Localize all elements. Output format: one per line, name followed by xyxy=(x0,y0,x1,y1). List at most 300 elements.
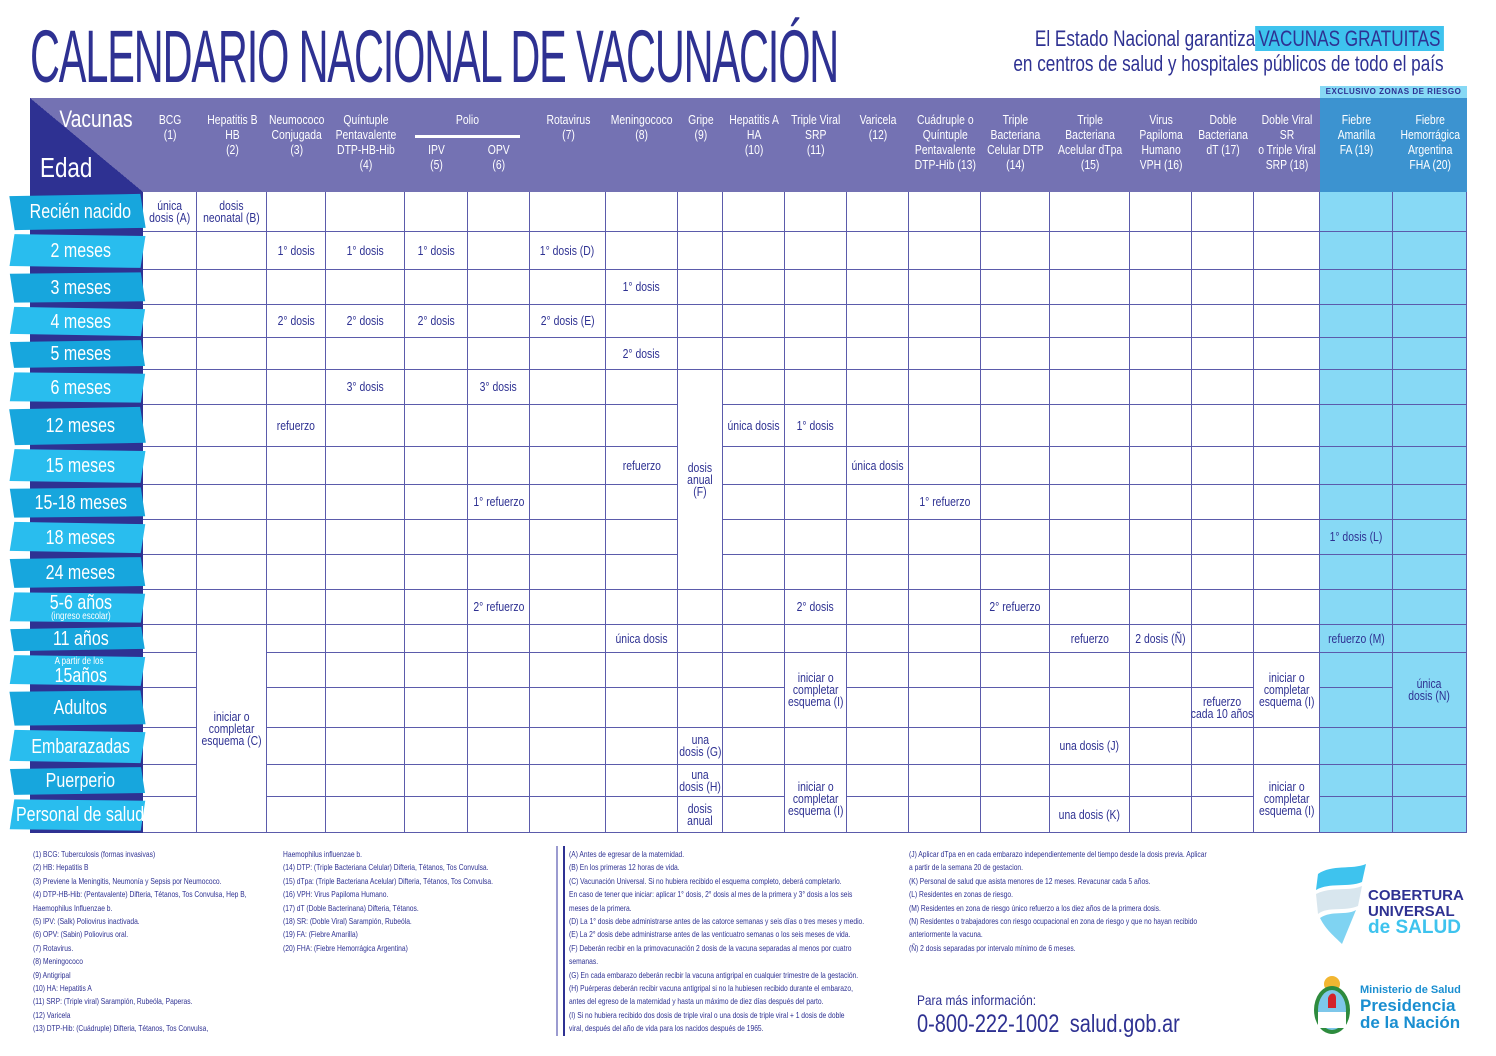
table-cell xyxy=(326,797,405,833)
table-cell xyxy=(326,270,405,305)
table-cell xyxy=(606,305,678,338)
table-cell xyxy=(909,625,981,653)
age-row-label xyxy=(30,520,143,555)
info-label: Para más información: xyxy=(917,992,1037,1008)
table-cell xyxy=(1050,555,1130,590)
table-cell xyxy=(530,688,606,728)
table-cell xyxy=(847,728,909,765)
table-cell xyxy=(468,447,530,485)
table-cell xyxy=(981,232,1050,270)
vaccine-header-label: Doble Bacteriana dT (17) xyxy=(1198,112,1248,157)
table-cell xyxy=(1192,305,1254,338)
table-cell xyxy=(981,485,1050,520)
vaccine-header-virus xyxy=(1130,98,1192,192)
table-cell xyxy=(678,270,723,305)
logo-text: UNIVERSAL xyxy=(1368,903,1455,920)
age-label: 15años xyxy=(54,664,107,687)
age-label: 24 meses xyxy=(45,561,116,584)
table-cell xyxy=(1192,370,1254,405)
table-cell xyxy=(1192,653,1254,688)
vaccine-header-hepatitis-a xyxy=(723,98,785,192)
table-cell xyxy=(468,192,530,232)
dose-text: 1° dosis (D) xyxy=(540,242,595,258)
footnotes-vaccines-1: (1) BCG: Tuberculosis (formas invasivas) (2) HB: Hepatitis B (3) Previene la Meningitis, Neumonía y Sepsis por Neumococo. (4) DTP-HB-Hib: (Pentavalente) Difteria, Tétanos, Tos Convulsa, Hep B, Haemophilus Influenzae b. (5) IPV: (Salk) Poliovirus inactivada. (6) OPV: (Sabin) Poliovirus oral. (7) Rotavirus. (8) Meningococo (9) Antigripal (10) HA: Hepatitis A (11) SRP: (Triple viral) Sarampión, Rubeóla, Paperas. (12) Varicela (13) DTP-Hib: (Cuádruple) Difteria, Tétanos, Tos Convulsa, xyxy=(33,849,247,1034)
table-cell xyxy=(847,405,909,447)
table-cell xyxy=(267,447,326,485)
table-cell xyxy=(530,270,606,305)
table-cell xyxy=(723,447,785,485)
table-cell xyxy=(785,625,847,653)
table-cell xyxy=(723,338,785,370)
table-cell xyxy=(981,765,1050,797)
age-label: 15-18 meses xyxy=(34,491,127,514)
dose-text: iniciar o completar esquema (I) xyxy=(787,778,844,818)
table-cell xyxy=(1254,270,1320,305)
ministerio-salud-logo xyxy=(1310,974,1480,1040)
table-cell xyxy=(1192,405,1254,447)
age-row-label xyxy=(30,555,143,590)
table-cell xyxy=(606,405,678,447)
table-cell xyxy=(326,405,405,447)
age-label: 12 meses xyxy=(45,415,116,437)
table-cell xyxy=(143,688,197,728)
age-label: 4 meses xyxy=(50,310,111,333)
dose-cell xyxy=(606,270,678,305)
table-cell xyxy=(1050,485,1130,520)
vaccine-header-cuadruple-o xyxy=(909,98,981,192)
table-cell xyxy=(847,232,909,270)
table-cell xyxy=(785,447,847,485)
table-cell xyxy=(1050,192,1130,232)
dose-cell xyxy=(678,797,723,833)
table-cell xyxy=(530,728,606,765)
logo-text: COBERTURA xyxy=(1368,887,1464,904)
table-cell xyxy=(1320,192,1393,232)
table-cell xyxy=(468,405,530,447)
dose-cell xyxy=(847,447,909,485)
table-cell xyxy=(1192,797,1254,833)
table-cell xyxy=(1393,625,1467,653)
dose-cell xyxy=(197,625,267,833)
table-cell xyxy=(1393,520,1467,555)
dose-text: refuerzo (M) xyxy=(1327,630,1385,646)
dose-text: 2° dosis (E) xyxy=(540,313,595,328)
vaccine-header-label: Neumococo Conjugada (3) xyxy=(268,112,325,157)
logo-text: SALUD xyxy=(1395,917,1461,938)
table-cell xyxy=(530,520,606,555)
table-cell xyxy=(1393,192,1467,232)
dose-cell xyxy=(606,625,678,653)
age-label-text xyxy=(50,378,110,398)
age-label-text xyxy=(46,563,115,583)
table-cell xyxy=(1130,688,1192,728)
table-cell xyxy=(197,520,267,555)
table-cell xyxy=(909,688,981,728)
table-cell xyxy=(1320,653,1393,688)
table-cell xyxy=(1320,232,1393,270)
age-label-text xyxy=(54,657,107,685)
dose-cell xyxy=(678,765,723,797)
dose-text: única dosis xyxy=(727,417,780,433)
dose-cell xyxy=(785,765,847,833)
vaccine-header-label: Rotavirus (7) xyxy=(546,112,590,142)
vacunas-label: Vacunas xyxy=(59,106,133,133)
age-label: 3 meses xyxy=(50,276,111,299)
table-cell xyxy=(723,590,785,625)
dose-text: iniciar o completar esquema (I) xyxy=(1258,778,1315,818)
table-cell xyxy=(1050,653,1130,688)
page-title: CALENDARIO NACIONAL DE VACUNACIÓN xyxy=(30,15,839,98)
table-cell xyxy=(723,728,785,765)
vaccine-header-label: Meningococo (8) xyxy=(611,112,673,142)
age-row-label xyxy=(30,688,143,728)
dose-text: una dosis (G) xyxy=(678,732,722,759)
dose-text: 3° dosis xyxy=(346,379,384,394)
table-cell xyxy=(1254,590,1320,625)
age-label-group xyxy=(18,555,143,590)
dose-text: 1° dosis xyxy=(277,242,315,258)
table-cell xyxy=(847,797,909,833)
dose-text: iniciar o completar esquema (I) xyxy=(1258,670,1315,709)
table-cell xyxy=(326,625,405,653)
table-cell xyxy=(678,688,723,728)
dose-cell xyxy=(1050,797,1130,833)
dose-text: única dosis (A) xyxy=(148,197,191,225)
table-cell xyxy=(405,192,468,232)
table-cell xyxy=(847,192,909,232)
polio-label: Polio xyxy=(455,112,480,127)
logo-text: Ministerio de Salud xyxy=(1360,984,1461,996)
age-sublabel: (ingreso escolar) xyxy=(50,610,111,622)
table-cell xyxy=(267,520,326,555)
dose-text: 1° refuerzo xyxy=(473,494,525,509)
table-cell xyxy=(1320,797,1393,833)
table-cell xyxy=(1050,447,1130,485)
table-cell xyxy=(468,520,530,555)
age-label: Personal de salud xyxy=(16,804,145,826)
table-cell xyxy=(981,555,1050,590)
table-cell xyxy=(267,485,326,520)
table-cell xyxy=(143,765,197,797)
table-cell xyxy=(981,520,1050,555)
age-label-group xyxy=(18,192,143,232)
age-prefix: A partir de los xyxy=(54,655,104,667)
age-label-text xyxy=(50,312,110,332)
vaccine-header-label: BCG (1) xyxy=(158,112,182,142)
age-label-text xyxy=(49,591,112,622)
table-cell xyxy=(1393,765,1467,797)
table-cell xyxy=(143,305,197,338)
table-cell xyxy=(143,485,197,520)
age-label: Embarazadas xyxy=(31,735,130,758)
table-cell xyxy=(1050,520,1130,555)
table-cell xyxy=(1320,338,1393,370)
table-cell xyxy=(606,590,678,625)
table-cell xyxy=(847,625,909,653)
table-cell xyxy=(909,520,981,555)
table-cell xyxy=(785,520,847,555)
table-cell xyxy=(326,653,405,688)
table-cell xyxy=(405,370,468,405)
table-cell xyxy=(326,765,405,797)
slogan-line2: en centros de salud y hospitales públicos de todo el país xyxy=(1013,51,1444,76)
table-cell xyxy=(1254,447,1320,485)
vaccine-header-fiebre xyxy=(1320,98,1393,192)
table-cell xyxy=(1192,232,1254,270)
table-cell xyxy=(326,447,405,485)
dose-text: 2° dosis xyxy=(346,313,384,328)
vaccine-header-label: Triple Viral SRP (11) xyxy=(791,112,841,157)
age-row-label xyxy=(30,653,143,688)
table-cell xyxy=(723,232,785,270)
vaccine-header-label: IPV (5) xyxy=(428,142,445,172)
table-cell xyxy=(1130,555,1192,590)
table-cell xyxy=(468,765,530,797)
dose-text: 2° dosis xyxy=(277,313,315,328)
table-cell xyxy=(785,555,847,590)
header-corner xyxy=(30,98,143,192)
vaccine-header-label: Fiebre Amarilla FA (19) xyxy=(1337,112,1376,157)
table-cell xyxy=(1192,338,1254,370)
table-cell xyxy=(405,485,468,520)
table-cell xyxy=(1320,270,1393,305)
age-label-text xyxy=(50,278,110,298)
age-row-label xyxy=(30,192,143,232)
age-label-text xyxy=(50,344,110,364)
table-cell xyxy=(1130,728,1192,765)
age-label-text xyxy=(54,698,107,718)
table-cell xyxy=(405,765,468,797)
dose-cell xyxy=(143,192,197,232)
table-cell xyxy=(981,192,1050,232)
table-cell xyxy=(1393,590,1467,625)
table-cell xyxy=(1393,447,1467,485)
table-cell xyxy=(847,370,909,405)
table-cell xyxy=(197,447,267,485)
dose-text: 3° dosis xyxy=(479,379,518,394)
table-cell xyxy=(1393,728,1467,765)
table-cell xyxy=(405,653,468,688)
dose-cell xyxy=(785,653,847,728)
table-cell xyxy=(1192,590,1254,625)
age-label: 2 meses xyxy=(50,240,111,262)
table-cell xyxy=(981,405,1050,447)
table-cell xyxy=(909,305,981,338)
vaccine-header-triple xyxy=(981,98,1050,192)
table-cell xyxy=(785,305,847,338)
table-cell xyxy=(143,728,197,765)
dose-cell xyxy=(1130,625,1192,653)
dose-cell xyxy=(1254,765,1320,833)
table-cell xyxy=(909,653,981,688)
age-label: 18 meses xyxy=(45,526,116,549)
age-label-group xyxy=(18,338,143,370)
table-cell xyxy=(1393,338,1467,370)
dose-text: 2 dosis (Ñ) xyxy=(1135,630,1186,646)
table-cell xyxy=(606,797,678,833)
table-cell xyxy=(1254,520,1320,555)
dose-text: 1° refuerzo xyxy=(918,494,970,509)
table-cell xyxy=(267,338,326,370)
vaccine-header-quintuple xyxy=(326,98,405,192)
table-cell xyxy=(1130,797,1192,833)
table-cell xyxy=(909,192,981,232)
logo-text: de xyxy=(1368,917,1391,938)
table-cell xyxy=(530,625,606,653)
table-cell xyxy=(847,485,909,520)
table-cell xyxy=(468,232,530,270)
age-label-text xyxy=(50,241,110,261)
table-cell xyxy=(723,765,785,797)
age-label-group xyxy=(18,765,143,797)
table-cell xyxy=(678,653,723,688)
table-cell xyxy=(197,405,267,447)
table-cell xyxy=(197,305,267,338)
dose-cell xyxy=(1050,728,1130,765)
vaccine-header-opv xyxy=(468,138,530,192)
vaccine-header-label: Doble Viral SR o Triple Viral SRP (18) xyxy=(1258,112,1316,172)
table-cell xyxy=(785,232,847,270)
age-row-label xyxy=(30,405,143,447)
table-cell xyxy=(1192,555,1254,590)
dose-cell xyxy=(678,728,723,765)
table-cell xyxy=(606,485,678,520)
table-cell xyxy=(1050,765,1130,797)
table-cell xyxy=(1320,447,1393,485)
dose-cell xyxy=(1393,653,1467,728)
logo-text: Presidencia xyxy=(1360,996,1456,1015)
table-cell xyxy=(1050,232,1130,270)
table-cell xyxy=(468,688,530,728)
table-cell xyxy=(326,485,405,520)
table-cell xyxy=(267,688,326,728)
table-cell xyxy=(1393,405,1467,447)
vaccine-header-rotavirus xyxy=(530,98,606,192)
table-cell xyxy=(267,370,326,405)
table-cell xyxy=(267,192,326,232)
table-cell xyxy=(1192,270,1254,305)
table-cell xyxy=(405,270,468,305)
vaccine-header-label: Quíntuple Pentavalente DTP-HB-Hib (4) xyxy=(335,112,396,172)
edad-label: Edad xyxy=(40,152,93,183)
table-cell xyxy=(1393,232,1467,270)
table-cell xyxy=(1130,270,1192,305)
age-label-group xyxy=(18,447,143,485)
table-cell xyxy=(981,270,1050,305)
table-cell xyxy=(981,625,1050,653)
table-cell xyxy=(530,555,606,590)
dose-cell xyxy=(267,405,326,447)
notes-divider xyxy=(563,846,565,1036)
table-cell xyxy=(468,797,530,833)
dose-text: refuerzo xyxy=(622,457,661,473)
dose-cell xyxy=(1254,653,1320,728)
table-cell xyxy=(405,728,468,765)
vaccine-header-label: Cuádruple o Quíntuple Pentavalente DTP-Hib (13) xyxy=(914,112,976,172)
vaccine-header-label: Triple Bacteriana Celular DTP (14) xyxy=(987,112,1044,172)
dose-cell xyxy=(785,405,847,447)
age-label-text xyxy=(46,528,115,548)
table-cell xyxy=(1130,520,1192,555)
table-cell xyxy=(723,270,785,305)
vaccine-header-doble-viral xyxy=(1254,98,1320,192)
age-label-text xyxy=(30,202,131,222)
table-cell xyxy=(143,520,197,555)
table-cell xyxy=(981,653,1050,688)
age-label-text xyxy=(46,416,115,436)
vaccine-header-label: Virus Papiloma Humano VPH (16) xyxy=(1139,112,1183,172)
table-cell xyxy=(847,765,909,797)
vaccine-header-label: Hepatitis B HB (2) xyxy=(206,112,258,157)
table-cell xyxy=(909,338,981,370)
dose-cell xyxy=(326,305,405,338)
table-cell xyxy=(1320,555,1393,590)
vaccine-header-gripe xyxy=(678,98,723,192)
age-row-label xyxy=(30,270,143,305)
age-label: 6 meses xyxy=(50,376,111,399)
vaccine-header-fiebre xyxy=(1393,98,1467,192)
table-cell xyxy=(1254,232,1320,270)
slogan-prefix: El Estado Nacional garantiza xyxy=(1035,26,1256,51)
dose-cell xyxy=(197,192,267,232)
table-cell xyxy=(1050,688,1130,728)
table-cell xyxy=(1050,305,1130,338)
table-cell xyxy=(723,485,785,520)
table-cell xyxy=(1254,555,1320,590)
table-cell xyxy=(1320,590,1393,625)
table-cell xyxy=(678,590,723,625)
table-cell xyxy=(1130,305,1192,338)
table-cell xyxy=(981,447,1050,485)
table-cell xyxy=(847,305,909,338)
dose-cell xyxy=(326,370,405,405)
dose-text: 2° dosis xyxy=(622,345,661,361)
table-cell xyxy=(981,305,1050,338)
table-cell xyxy=(785,192,847,232)
age-label-text xyxy=(34,493,127,513)
footnotes-letters-2: (J) Aplicar dTpa en en cada embarazo independientemente del tiempo desde la dosis previa. Aplicar a partir de la semana 20 de gestacion. (K) Personal de salud que asista menores de 12 meses. Revacunar cada 5 años. (L) Residentes en zonas de riesgo. (M) Residentes en zona de riesgo único refuerzo a los diez años de la primera dosis. (N) Residentes o trabajadores con riesgo ocupacional en zona de riesgo y que no hayan recibido anteriormente la vacuna. (Ñ) 2 dosis separadas por intervalo mínimo de 6 meses. xyxy=(909,849,1207,953)
table-cell xyxy=(909,270,981,305)
table-cell xyxy=(267,555,326,590)
table-cell xyxy=(606,520,678,555)
table-cell xyxy=(197,270,267,305)
table-cell xyxy=(1130,765,1192,797)
dose-cell xyxy=(326,232,405,270)
table-cell xyxy=(723,192,785,232)
table-cell xyxy=(785,485,847,520)
age-label: 5-6 años xyxy=(49,591,112,614)
age-label-group xyxy=(18,485,143,520)
vaccination-table xyxy=(16,192,1467,833)
dose-text: 2° dosis xyxy=(417,313,455,328)
table-cell xyxy=(530,485,606,520)
table-cell xyxy=(847,270,909,305)
notes-divider xyxy=(556,846,558,1036)
table-cell xyxy=(1320,765,1393,797)
dose-text: 1° dosis (L) xyxy=(1329,529,1383,544)
table-cell xyxy=(1130,232,1192,270)
table-cell xyxy=(909,232,981,270)
table-cell xyxy=(267,765,326,797)
table-cell xyxy=(847,590,909,625)
table-cell xyxy=(267,625,326,653)
table-cell xyxy=(326,338,405,370)
table-cell xyxy=(1254,405,1320,447)
table-cell xyxy=(143,447,197,485)
dose-text: 1° dosis xyxy=(417,242,455,258)
table-cell xyxy=(405,797,468,833)
table-cell xyxy=(723,797,785,833)
